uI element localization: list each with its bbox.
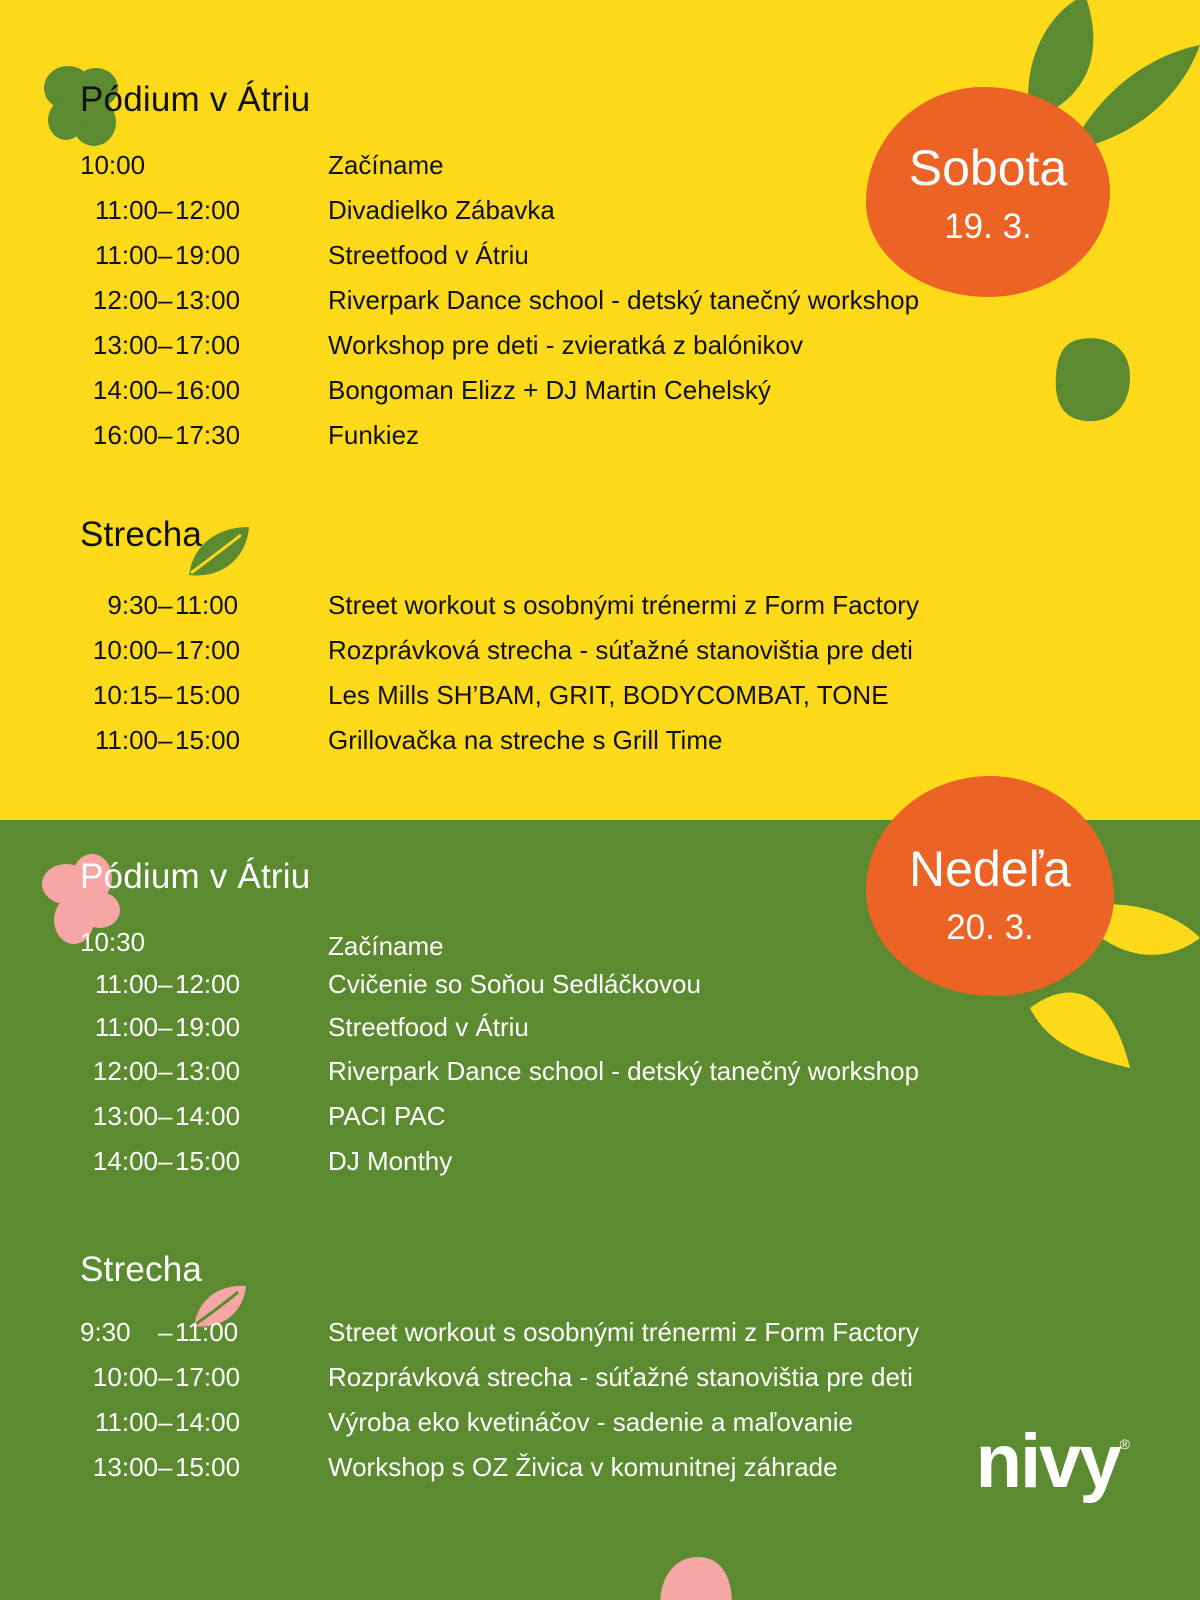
end-time: 15:00 bbox=[175, 725, 241, 755]
start-time: 11:00 bbox=[94, 725, 158, 755]
time-separator: – bbox=[158, 375, 173, 405]
badge-day: Sobota bbox=[908, 140, 1068, 196]
end-time: 15:00 bbox=[175, 1146, 241, 1176]
end-time: 15:00 bbox=[175, 1452, 241, 1482]
time-separator: – bbox=[158, 635, 173, 665]
start-time: 10:00 bbox=[92, 1362, 158, 1392]
start-time: 11:00 bbox=[94, 1012, 158, 1042]
time-separator: – bbox=[158, 285, 173, 315]
start-time: 11:00 bbox=[94, 195, 158, 225]
start-time: 13:00 bbox=[92, 1452, 158, 1482]
end-time: 11:00 bbox=[175, 1317, 239, 1347]
event-title: Divadielko Zábavka bbox=[328, 195, 555, 225]
end-time: 11:00 bbox=[175, 590, 239, 620]
event-title: Výroba eko kvetináčov - sadenie a maľovanie bbox=[328, 1407, 853, 1437]
start-time: 11:00 bbox=[94, 969, 158, 999]
start-time: 12:00 bbox=[92, 285, 158, 315]
event-title: Riverpark Dance school - detský tanečný workshop bbox=[328, 1056, 920, 1086]
start-time: 12:00 bbox=[92, 1056, 158, 1086]
start-time: 14:00 bbox=[92, 1146, 158, 1176]
start-time: 13:00 bbox=[92, 1101, 158, 1131]
logo-text: nivy bbox=[975, 1419, 1120, 1504]
time-separator: – bbox=[158, 1101, 173, 1131]
event-title: Street workout s osobnými trénermi z Form Factory bbox=[328, 1317, 919, 1347]
event-title: Bongoman Elizz + DJ Martin Cehelský bbox=[328, 375, 771, 405]
end-time: 17:00 bbox=[175, 635, 241, 665]
event-title: Rozprávková strecha - súťažné stanovištia pre deti bbox=[328, 635, 913, 665]
start-time: 13:00 bbox=[92, 330, 158, 360]
event-title: Les Mills SH’BAM, GRIT, BODYCOMBAT, TONE bbox=[328, 680, 889, 710]
event-title: Začíname bbox=[328, 150, 444, 180]
end-time: 14:00 bbox=[175, 1407, 241, 1437]
orange-fruit-icon bbox=[1052, 335, 1132, 425]
end-time: 17:00 bbox=[175, 1362, 241, 1392]
start-time: 11:00 bbox=[94, 1407, 158, 1437]
end-time: 12:00 bbox=[175, 969, 241, 999]
start-time: 16:00 bbox=[92, 420, 158, 450]
start-time: 9:30 bbox=[107, 590, 158, 620]
saturday-badge bbox=[866, 87, 1110, 297]
end-time: 19:00 bbox=[175, 1012, 241, 1042]
roof-heading: Strecha bbox=[80, 1250, 203, 1289]
event-title: PACI PAC bbox=[328, 1101, 446, 1131]
time-separator: – bbox=[158, 1452, 173, 1482]
badge-date: 19. 3. bbox=[944, 207, 1032, 246]
badge-day: Nedeľa bbox=[909, 841, 1071, 897]
time-separator: – bbox=[158, 195, 173, 225]
start-time: 10:00 bbox=[92, 635, 158, 665]
time-separator: – bbox=[158, 1056, 173, 1086]
nivy-logo bbox=[976, 1418, 1130, 1505]
time-separator: – bbox=[158, 240, 173, 270]
start-time: 10:00 bbox=[80, 150, 146, 180]
end-time: 13:00 bbox=[175, 1056, 241, 1086]
end-time: 19:00 bbox=[175, 240, 241, 270]
end-time: 13:00 bbox=[175, 285, 241, 315]
time-separator: – bbox=[158, 969, 173, 999]
roof-heading: Strecha bbox=[80, 515, 203, 554]
start-time: 10:15 bbox=[92, 680, 158, 710]
start-time: 9:30 bbox=[80, 1317, 131, 1347]
time-separator: – bbox=[158, 680, 173, 710]
event-title: Streetfood v Átriu bbox=[328, 240, 529, 270]
start-time: 10:30 bbox=[80, 927, 146, 957]
end-time: 14:00 bbox=[175, 1101, 241, 1131]
event-title: Cvičenie so Soňou Sedláčkovou bbox=[328, 969, 701, 999]
end-time: 12:00 bbox=[175, 195, 241, 225]
time-separator: – bbox=[158, 1317, 173, 1347]
event-title: Workshop pre deti - zvieratká z balónikov bbox=[328, 330, 803, 360]
start-time: 14:00 bbox=[92, 375, 158, 405]
end-time: 17:30 bbox=[175, 420, 241, 450]
event-title: DJ Monthy bbox=[328, 1146, 453, 1176]
registered-mark: ® bbox=[1119, 1436, 1130, 1452]
event-title: Workshop s OZ Živica v komunitnej záhrade bbox=[328, 1452, 838, 1482]
event-title: Streetfood v Átriu bbox=[328, 1012, 529, 1042]
event-title: Funkiez bbox=[328, 420, 420, 450]
time-separator: – bbox=[158, 420, 173, 450]
podium-heading: Pódium v Átriu bbox=[80, 857, 311, 896]
badge-date: 20. 3. bbox=[946, 908, 1034, 947]
time-separator: – bbox=[158, 1012, 173, 1042]
podium-heading: Pódium v Átriu bbox=[80, 80, 311, 119]
time-separator: – bbox=[158, 1362, 173, 1392]
event-title: Rozprávková strecha - súťažné stanovištia pre deti bbox=[328, 1362, 913, 1392]
event-title: Začíname bbox=[328, 931, 444, 961]
pink-flower-icon bbox=[656, 1555, 736, 1600]
time-separator: – bbox=[158, 1407, 173, 1437]
event-title: Street workout s osobnými trénermi z Form Factory bbox=[328, 590, 919, 620]
time-separator: – bbox=[158, 590, 173, 620]
end-time: 17:00 bbox=[175, 330, 241, 360]
time-separator: – bbox=[158, 725, 173, 755]
time-separator: – bbox=[158, 1146, 173, 1176]
event-title: Grillovačka na streche s Grill Time bbox=[328, 725, 723, 755]
time-separator: – bbox=[158, 330, 173, 360]
event-title: Riverpark Dance school - detský tanečný workshop bbox=[328, 285, 920, 315]
end-time: 16:00 bbox=[175, 375, 241, 405]
start-time: 11:00 bbox=[94, 240, 158, 270]
end-time: 15:00 bbox=[175, 680, 241, 710]
